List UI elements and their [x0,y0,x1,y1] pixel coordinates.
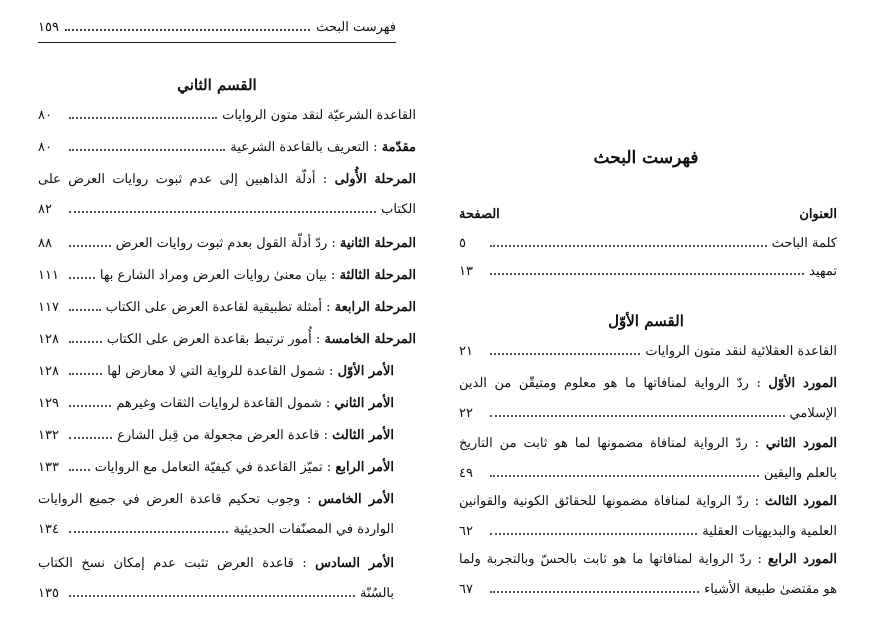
entry-page-number: ١١١ [38,268,59,283]
entry-page-number: ٨٠ [38,108,52,123]
entry-continuation: الكتاب [381,202,416,217]
entry-label: المورد الثاني [765,436,838,451]
entry-label: مقدّمة [381,140,416,155]
entry-page-number: ١١٧ [38,300,59,315]
entry-text: : بيان معنىٰ روايات العرض ومراد الشارع بها [99,268,336,283]
entry-text: : ردّ الرواية لمنافاتها ما هو ثابت بالحسّ وبالتجربة ولما [459,552,762,567]
entry-continuation: بالعلم واليقين [763,466,837,481]
entry-label: الأمر الأوّل [337,364,394,379]
dot-leader [490,265,804,275]
entry-continuation: هو مقتضىٰ طبيعة الأشياء [704,582,837,597]
entry-continuation: الواردة في المصنّفات الحديثية [233,522,394,537]
dot-leader [69,461,90,471]
entry-text: : ردّ الرواية لمنافاة مضمونها لما هو ثابت من التاريخ [459,436,759,451]
dot-leader [490,467,759,477]
entry-page-number: ١٢٨ [38,364,59,379]
entry-label: المورد الأوّل [768,376,837,391]
running-header-page-number: ١٥٩ [38,20,59,35]
dot-leader [65,21,310,31]
entry-text: القاعدة الشرعيّة لنقد متون الروايات [222,108,416,123]
dot-leader [69,301,101,311]
running-header-title: فهرست البحث [316,20,396,35]
toc-list [38,108,416,608]
entry-continuation: بالسُنّة [359,586,394,601]
section-title: القسم الثاني [177,76,257,94]
toc-entry [459,376,837,422]
dot-leader [69,523,228,533]
entry-page-number: ١٣٢ [38,428,59,443]
entry-label: المرحلة الرابعة [334,300,416,315]
toc-entry [459,264,837,280]
dot-leader [69,587,355,597]
toc-entry [38,172,416,218]
toc-entry [38,332,416,348]
entry-page-number: ٥ [459,236,466,251]
toc-entry [38,556,416,602]
dot-leader [69,269,95,279]
entry-page-number: ١٢٨ [38,332,59,347]
section-title: القسم الأوّل [608,312,684,330]
column-heading-title: العنوان [799,207,837,222]
entry-page-number: ٤٩ [459,466,473,481]
dot-leader [69,109,217,119]
entry-page-number: ٢١ [459,344,473,359]
entry-page-number: ١٣٤ [38,522,59,537]
toc-entry [38,108,416,124]
column-headings [459,207,837,222]
toc-entry [38,300,416,316]
entry-text: القاعدة العقلائية لنقد متون الروايات [645,344,837,359]
entry-page-number: ١٣ [459,264,473,279]
entry-text: : ردّ أدلّة القول بعدم ثبوت روايات العرض [115,236,336,251]
entry-label: المرحلة الأُولى [334,172,417,187]
entry-text: : قاعدة العرض مجعولة من قِبل الشارع [117,428,328,443]
entry-label: الأمر الرابع [335,460,394,475]
entry-label: المرحلة الثانية [339,236,416,251]
toc-entry [459,494,837,540]
entry-text: : أمثلة تطبيقية لقاعدة العرض على الكتاب [105,300,331,315]
entry-text: : التعريف بالقاعدة الشرعية [230,140,378,155]
toc-entry [38,396,416,412]
toc-entry [38,140,416,156]
entry-page-number: ٢٢ [459,406,473,421]
entry-text: : ردّ الرواية لمنافاتها ما هو معلوم ومتيقّن من الدين [459,376,761,391]
running-header [38,20,396,40]
dot-leader [490,237,767,247]
dot-leader [69,397,111,407]
right-page [437,0,873,639]
entry-text: : تميّز القاعدة في كيفيّة التعامل مع الروايات [94,460,332,475]
header-rule [38,42,396,43]
entry-page-number: ١٣٣ [38,460,59,475]
dot-leader [69,203,376,213]
entry-label: الأمر الخامس [318,492,394,507]
dot-leader [69,365,102,375]
entry-text: : شمول القاعدة للرواية التي لا معارض لها [107,364,334,379]
intro-list [459,236,837,296]
dot-leader [69,237,111,247]
dot-leader [490,525,697,535]
entry-text: تمهيد [809,264,837,279]
toc-list [459,344,837,614]
entry-continuation: الإسلامي [789,406,837,421]
entry-text: : وجوب تحكيم قاعدة العرض في جميع الروايات [38,492,312,507]
entry-page-number: ٦٢ [459,524,473,539]
entry-label: الأمر الثالث [332,428,394,443]
entry-text: كلمة الباحث [771,236,837,251]
entry-label: المورد الثالث [764,494,837,509]
column-heading-page: الصفحة [459,207,500,222]
entry-label: المرحلة الثالثة [339,268,416,283]
toc-entry [38,268,416,284]
entry-page-number: ٨٠ [38,140,52,155]
toc-entry [38,428,416,444]
toc-entry [38,364,416,380]
entry-text: : شمول القاعدة لروايات الثقات وغيرهم [116,396,331,411]
dot-leader [490,407,785,417]
entry-page-number: ٦٧ [459,582,473,597]
entry-continuation: العلمية والبديهيات العقلية [702,524,837,539]
entry-label: المورد الرابع [767,552,837,567]
entry-text: : أُمور ترتبط بقاعدة العرض على الكتاب [106,332,321,347]
page-title: فهرست البحث [593,148,699,168]
entry-label: الأمر السادس [315,556,394,571]
toc-entry [38,492,416,538]
toc-entry [459,236,837,252]
entry-page-number: ١٣٥ [38,586,59,601]
dot-leader [69,429,112,439]
dot-leader [490,345,640,355]
toc-entry [38,460,416,476]
toc-entry [459,436,837,482]
entry-label: المرحلة الخامسة [324,332,416,347]
toc-entry [459,552,837,598]
entry-page-number: ٨٢ [38,202,52,217]
entry-page-number: ٨٨ [38,236,52,251]
toc-entry [38,236,416,252]
entry-text: : قاعدة العرض تثبت عدم إمكان نسخ الكتاب [38,556,307,571]
dot-leader [69,141,225,151]
entry-text: : أدلّة الذاهبين إلى عدم ثبوت روايات العرض على [38,172,328,187]
dot-leader [69,333,102,343]
entry-page-number: ١٢٩ [38,396,59,411]
entry-label: الأمر الثاني [334,396,394,411]
toc-entry [459,344,837,360]
entry-text: : ردّ الرواية لمنافاة مضمونها للحقائق الكونية والقوانين [459,494,760,509]
dot-leader [490,583,699,593]
left-page [0,0,436,639]
